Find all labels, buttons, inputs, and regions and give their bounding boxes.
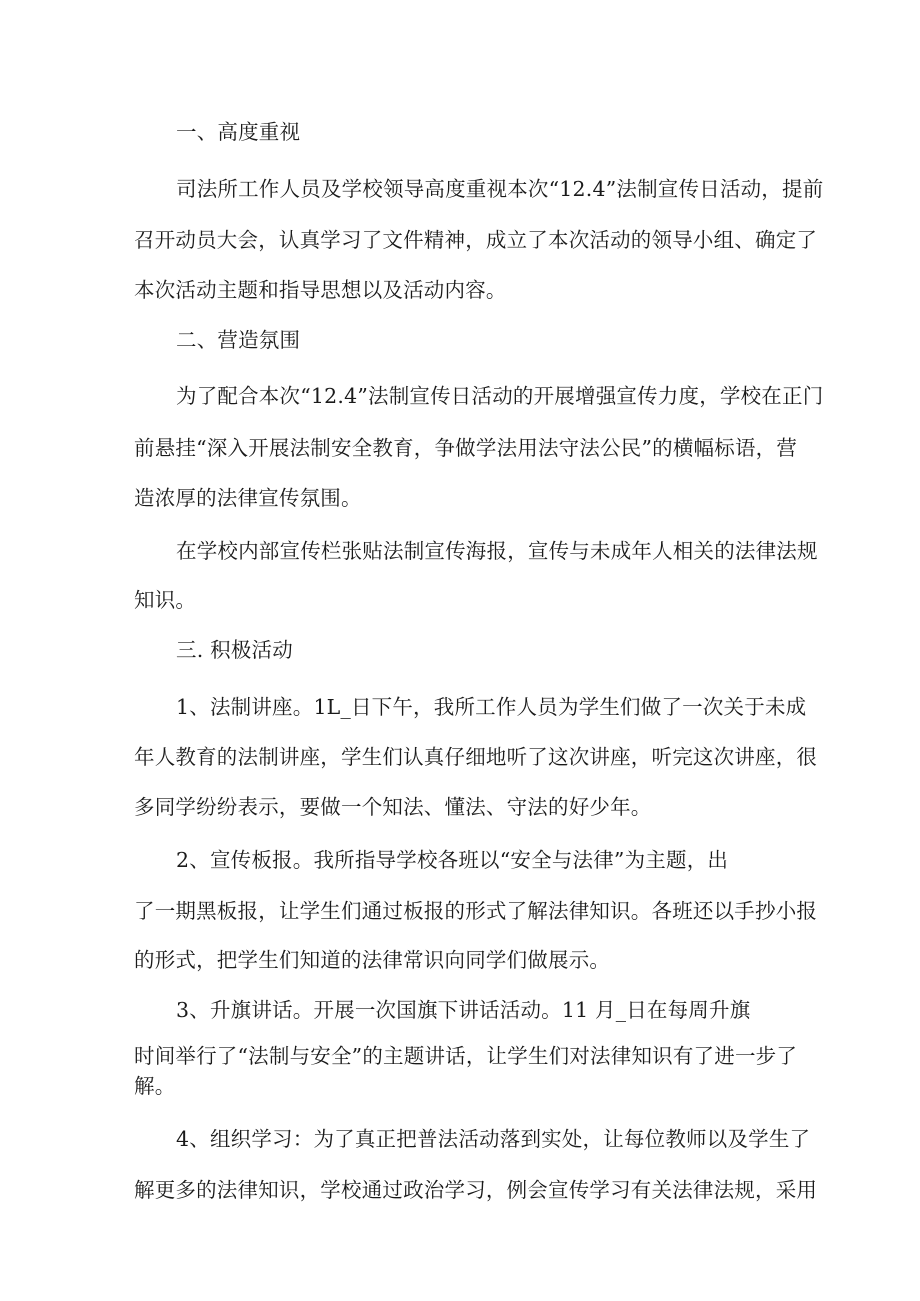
list-item-line: 多同学纷纷表示，要做一个知法、懂法、守法的好少年。 <box>134 795 652 819</box>
paragraph-line: 司法所工作人员及学校领导高度重视本次“12.4”法制宣传日活动，提前 <box>176 177 824 201</box>
list-item-line: 年人教育的法制讲座，学生们认真仔细地听了这次讲座，听完这次讲座，很 <box>134 745 818 769</box>
list-item-line: 了一期黑板报，让学生们通过板报的形式了解法律知识。各班还以手抄小报 <box>134 899 818 923</box>
paragraph-line: 为了配合本次“12.4”法制宣传日活动的开展增强宣传力度，学校在正门 <box>176 384 824 408</box>
paragraph-line: 前悬挂“深入开展法制安全教育，争做学法用法守法公民”的横幅标语，营 <box>134 436 798 460</box>
section-heading-1: 一、高度重视 <box>176 120 301 144</box>
list-item-line: 2、宣传板报。我所指导学校各班以“安全与法律”为主题，出 <box>176 848 729 872</box>
paragraph-line: 本次活动主题和指导思想以及活动内容。 <box>134 278 507 302</box>
paragraph-line: 造浓厚的法律宣传氛围。 <box>134 486 362 510</box>
section-heading-3: 三. 积极活动 <box>176 638 293 662</box>
paragraph-line: 召开动员大会，认真学习了文件精神，成立了本次活动的领导小组、确定了 <box>134 228 818 252</box>
list-item-line: 的形式，把学生们知道的法律常识向同学们做展示。 <box>134 948 611 972</box>
section-heading-2: 二、营造氛围 <box>176 328 301 352</box>
list-item-line: 3、升旗讲话。开展一次国旗下讲话活动。11 月_日在每周升旗 <box>176 998 751 1022</box>
list-item-line: 解更多的法律知识，学校通过政治学习，例会宣传学习有关法律法规，采用 <box>134 1178 818 1202</box>
list-item-line: 时间举行了“法制与安全”的主题讲话，让学生们对法律知识有了进一步了 <box>134 1044 798 1068</box>
list-item-line: 1、法制讲座。1L_日下午，我所工作人员为学生们做了一次关于未成 <box>176 695 807 719</box>
list-item-line: 解。 <box>134 1074 176 1098</box>
list-item-line: 4、组织学习：为了真正把普法活动落到实处，让每位教师以及学生了 <box>176 1127 811 1151</box>
paragraph-line: 知识。 <box>134 588 197 612</box>
paragraph-line: 在学校内部宣传栏张贴法制宣传海报，宣传与未成年人相关的法律法规 <box>176 539 818 563</box>
